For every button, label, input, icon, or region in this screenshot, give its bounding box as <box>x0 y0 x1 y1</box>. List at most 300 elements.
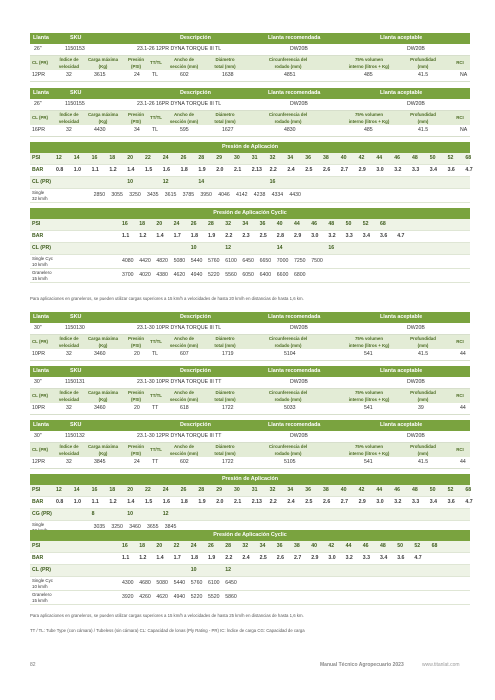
pressure-value: 6650 <box>259 258 272 264</box>
recommended-rim: DW20B <box>290 325 308 331</box>
singlecyc-row <box>30 255 470 269</box>
pressure-value: 2.9 <box>358 499 366 505</box>
pressure-value: 46 <box>394 487 400 493</box>
pressure-value: 2.1 <box>234 167 242 173</box>
section-width: 602 <box>180 459 189 465</box>
subheader-label: RCI <box>456 339 464 344</box>
pressure-value: 6100 <box>208 580 220 586</box>
pressure-value: 2850 <box>93 192 106 198</box>
subheader-label: 75% volumen interno (litros + Kg) <box>348 444 390 456</box>
pressure-value: 52 <box>447 487 454 493</box>
pressure-value: 50 <box>397 543 403 549</box>
description-value: 23.1-30 10PR DYNA TORQUE III TL <box>137 325 222 331</box>
granelero-row <box>30 269 470 283</box>
ply-value: 16 <box>269 179 276 185</box>
pressure-value: 1.4 <box>156 233 164 239</box>
pressure-value: 6450 <box>225 580 237 586</box>
pressure-value: 22 <box>173 543 180 549</box>
manual-title: Manual Técnico Agropecuario 2023 <box>320 662 404 668</box>
pressure-value: 36 <box>276 543 283 549</box>
subheader-label: 75% volumen interno (litros + Kg) <box>348 57 390 69</box>
row-label: CG (PR) <box>32 511 52 517</box>
subheader-label: TT/TL <box>150 60 162 65</box>
header-descripcion: Descripción <box>180 90 211 96</box>
product-block <box>30 33 470 82</box>
overall-diameter: 1722 <box>222 405 234 411</box>
subheader-label: Ancho de sección (mm) <box>169 336 199 348</box>
row-label: BAR <box>32 167 44 173</box>
pressure-value: 4.7 <box>465 167 473 173</box>
header-llanta: Llanta <box>33 422 49 428</box>
subheader-label: RCI <box>456 447 464 452</box>
pressure-value: 4.7 <box>397 233 405 239</box>
pressure-value: 3.4 <box>429 499 438 505</box>
header-sku: SKU <box>70 90 82 96</box>
pressure-grid <box>30 541 470 605</box>
pressure-value: 3.3 <box>412 167 420 173</box>
section-width: 595 <box>180 127 189 133</box>
rci-value: 44 <box>460 351 466 357</box>
overall-diameter: 1638 <box>222 72 234 78</box>
subheader-label: Profundidad (mm) <box>410 336 436 348</box>
pressure-value: 20 <box>156 543 163 549</box>
subheader-label: 75% volumen interno (litros + Kg) <box>348 336 390 348</box>
internal-volume: 485 <box>364 72 373 78</box>
singlecyc-row <box>30 577 470 591</box>
rolling-circumference: 4851 <box>284 72 296 78</box>
ply-rating: 10PR <box>32 405 45 411</box>
spec-row <box>30 349 470 361</box>
pressure-value: 42 <box>328 543 335 549</box>
pressure-value: 1.1 <box>91 167 99 173</box>
pressure-value: 3.3 <box>345 233 353 239</box>
ply-value: 10 <box>127 179 133 185</box>
pressure-table-title: Presión de Aplicación Cyclic <box>30 208 470 219</box>
pressure-value: 5220 <box>190 594 203 600</box>
pressure-value: 34 <box>259 543 266 549</box>
spec-row <box>30 457 470 469</box>
subheader-label: Índice de velocidad <box>58 444 80 456</box>
row-label: PSI <box>32 543 41 549</box>
pressure-value: 46 <box>311 221 317 227</box>
pressure-value: 44 <box>294 221 300 227</box>
pressure-value: 1.4 <box>127 499 135 505</box>
pressure-value: 1.6 <box>162 167 171 173</box>
pressure-value: 1.9 <box>198 167 206 173</box>
subheader-label: RCI <box>456 60 464 65</box>
pressure-value: 24 <box>173 221 180 227</box>
header-llanta: Llanta <box>33 314 49 320</box>
acceptable-rim: DW20B <box>407 433 425 439</box>
pressure-value: 4046 <box>218 192 230 198</box>
subheader-label: Circunferencia del rodado (mm) <box>268 57 308 69</box>
pressure-value: 3.6 <box>397 555 405 561</box>
pressure-value: 4680 <box>139 580 151 586</box>
subheader-label: Presión (PSI) <box>127 444 145 456</box>
pressure-value: 4142 <box>236 192 248 198</box>
pressure-value: 22 <box>145 487 151 493</box>
pressure-value: 42 <box>358 487 365 493</box>
pressure-value: 29 <box>216 155 222 161</box>
product-block <box>30 420 470 469</box>
pressure-value: 3.6 <box>447 499 455 505</box>
pressure-value: 2.9 <box>294 233 302 239</box>
pressure-value: 4334 <box>271 192 284 198</box>
header-recomendada: Llanta recomendada <box>268 35 321 41</box>
pressure-value: 40 <box>340 155 347 161</box>
pressure-value: 36 <box>305 155 311 161</box>
pressure-value: 24 <box>162 487 169 493</box>
pressure-table <box>30 530 470 605</box>
spec-subheader <box>30 56 470 70</box>
psi-row <box>30 219 470 231</box>
pressure-value: 1.1 <box>122 233 130 239</box>
pressure-value: 36 <box>259 221 266 227</box>
overall-diameter: 1719 <box>222 351 234 357</box>
subheader-label: TT/TL <box>150 393 162 398</box>
subheader-label: CL (PR) <box>31 339 49 344</box>
subheader-label: RCI <box>456 115 464 120</box>
pressure-value: 4.7 <box>414 555 422 561</box>
row-label: Single 32 km/h <box>32 190 48 201</box>
pressure-value: 2.9 <box>311 555 319 561</box>
pressure-value: 1.8 <box>190 233 199 239</box>
tire-size: 26" <box>34 46 42 52</box>
product-row <box>30 431 470 443</box>
pressure-value: 3035 <box>93 524 106 530</box>
row-label: PSI <box>32 155 41 161</box>
pressure-value: 2.2 <box>225 555 233 561</box>
internal-volume: 541 <box>364 351 373 357</box>
ply-value: 14 <box>198 179 205 185</box>
subheader-label: Circunferencia del rodado (mm) <box>268 112 308 124</box>
pressure-value: 3435 <box>147 192 159 198</box>
pressure-value: 26 <box>180 155 187 161</box>
product-block <box>30 88 470 137</box>
pressure-value: 4820 <box>156 258 168 264</box>
tube-type: TT <box>152 459 159 465</box>
ply-value: 10 <box>127 511 133 517</box>
pressure-value: 3845 <box>164 524 177 530</box>
description-value: 23.1-30 12PR DYNA TORQUE III TT <box>137 433 222 439</box>
tube-type: TL <box>152 351 159 357</box>
pressure-value: 2.6 <box>323 499 331 505</box>
pressure-value: 2.13 <box>251 499 262 505</box>
pressure-value: 1.2 <box>109 499 117 505</box>
spec-subheader <box>30 111 470 125</box>
product-header <box>30 312 470 323</box>
spec-subheader <box>30 443 470 457</box>
legend-note: TT / TL: Tube Type (con cámara) / Tubeless (sin cámara) CL: Capacidad de lonas (Ply Rating - PR) IC: Índice de carga CG: Capacidad de carga <box>30 628 305 633</box>
row-label: BAR <box>32 233 44 239</box>
recommended-rim: DW20B <box>290 101 308 107</box>
subheader-label: Diámetro total (mm) <box>214 336 236 348</box>
pressure-value: 3.2 <box>394 167 402 173</box>
pressure-value: 2.1 <box>234 499 242 505</box>
pressure-value: 7000 <box>276 258 289 264</box>
section-width: 602 <box>180 72 189 78</box>
pressure-value: 2.0 <box>216 167 224 173</box>
overall-diameter: 1627 <box>222 127 234 133</box>
product-header <box>30 88 470 99</box>
pressure: 24 <box>134 459 140 465</box>
page-number: 82 <box>30 662 36 668</box>
subheader-label: Índice de velocidad <box>58 336 80 348</box>
pressure-value: 32 <box>225 221 231 227</box>
subheader-label: Profundidad (mm) <box>410 390 436 402</box>
row-label: Single <box>32 522 45 527</box>
rolling-circumference: 5033 <box>284 405 296 411</box>
pressure-value: 32 <box>269 155 276 161</box>
subheader-label: Índice de velocidad <box>58 390 80 402</box>
pressure-value: 1.8 <box>180 499 188 505</box>
pressure-value: 2.2 <box>225 233 233 239</box>
subheader-label: 75% volumen interno (litros + Kg) <box>348 112 390 124</box>
rci-value: 44 <box>460 459 466 465</box>
rci-value: NA <box>460 72 468 78</box>
header-aceptable: Llanta aceptable <box>380 314 423 320</box>
pressure-value: 14 <box>73 155 80 161</box>
ply-value: 16 <box>328 245 335 251</box>
row-label: BAR <box>32 499 44 505</box>
subheader-label: Profundidad (mm) <box>410 444 436 456</box>
pressure-value: 46 <box>394 155 400 161</box>
pressure-table-title: Presión de Aplicación <box>30 474 470 485</box>
footnote-2: Para aplicaciones en graneleros, se pueden utilizar cargas superiores a 15 km/h a velocidades de hasta 25 km/h en distancias de hasta 1,6 km. <box>30 613 304 618</box>
header-recomendada: Llanta recomendada <box>268 422 321 428</box>
spec-subheader <box>30 389 470 403</box>
tread-depth: 41.5 <box>418 351 429 357</box>
pressure-value: 1.2 <box>109 167 117 173</box>
spec-row <box>30 403 470 415</box>
subheader-label: Diámetro total (mm) <box>214 57 236 69</box>
subheader-label: Circunferencia del rodado (mm) <box>268 444 308 456</box>
sku-value: 1150131 <box>65 379 85 385</box>
pressure-value: 3.4 <box>362 233 371 239</box>
header-recomendada: Llanta recomendada <box>268 314 321 320</box>
product-header <box>30 33 470 44</box>
subheader-label: Presión (PSI) <box>127 336 145 348</box>
pressure-value: 14 <box>73 487 80 493</box>
pressure-value: 28 <box>198 487 205 493</box>
pressure-value: 3250 <box>129 192 141 198</box>
section-width: 607 <box>180 351 189 357</box>
pressure-value: 5440 <box>173 580 186 586</box>
pressure-value: 1.5 <box>145 499 153 505</box>
row-label: Granelero 15 km/h <box>32 592 52 603</box>
pressure-value: 5760 <box>208 258 220 264</box>
recommended-rim: DW20B <box>290 46 308 52</box>
internal-volume: 541 <box>364 459 373 465</box>
pressure-value: 50 <box>429 487 436 493</box>
ply-rating: 10PR <box>32 351 45 357</box>
pressure-grid <box>30 219 470 283</box>
pressure-value: 3700 <box>122 272 134 278</box>
pressure-value: 3785 <box>182 192 195 198</box>
pressure-value: 16 <box>122 221 128 227</box>
pressure-value: 2.6 <box>276 555 285 561</box>
pressure-value: 3460 <box>129 524 141 530</box>
speed-index: 32 <box>66 72 72 78</box>
max-load: 3460 <box>94 405 106 411</box>
subheader-label: Ancho de sección (mm) <box>169 390 199 402</box>
pressure-value: 0.8 <box>56 167 64 173</box>
website-url: www.titanlat.com <box>422 662 460 668</box>
spec-row <box>30 70 470 82</box>
pressure-value: 3.0 <box>328 555 336 561</box>
pressure-value: 3.2 <box>345 555 353 561</box>
subheader-label: Índice de velocidad <box>58 112 80 124</box>
pressure-table-title: Presión de Aplicación Cyclic <box>30 530 470 541</box>
pressure: 20 <box>134 351 140 357</box>
pressure-value: 1.4 <box>156 555 164 561</box>
header-sku: SKU <box>70 368 82 374</box>
row-label: Granelero 15 km/h <box>32 270 52 281</box>
pressure-value: 24 <box>190 543 197 549</box>
product-row <box>30 99 470 111</box>
subheader-label: TT/TL <box>150 339 162 344</box>
pressure-value: 52 <box>362 221 369 227</box>
pressure-value: 68 <box>431 543 438 549</box>
header-aceptable: Llanta aceptable <box>380 422 423 428</box>
pressure-value: 3.4 <box>380 555 388 561</box>
rolling-circumference: 5104 <box>284 351 296 357</box>
header-recomendada: Llanta recomendada <box>268 90 321 96</box>
cl-row <box>30 565 470 577</box>
pressure-value: 2.7 <box>340 167 349 173</box>
pressure-value: 1.5 <box>145 167 153 173</box>
acceptable-rim: DW20B <box>407 46 425 52</box>
subheader-label: Presión (PSI) <box>127 112 145 124</box>
pressure-value: 2.7 <box>294 555 302 561</box>
single-row <box>30 189 470 203</box>
pressure-value: 2.0 <box>216 499 224 505</box>
pressure-value: 2.4 <box>242 555 250 561</box>
section-width: 618 <box>180 405 189 411</box>
max-load: 3845 <box>94 459 106 465</box>
pressure-grid <box>30 153 473 203</box>
pressure-value: 3055 <box>111 192 123 198</box>
pressure-value: 30 <box>234 487 240 493</box>
acceptable-rim: DW20B <box>407 101 425 107</box>
ply-value: 12 <box>162 511 169 517</box>
ply-value: 12 <box>225 245 231 251</box>
description-value: 23.1-26 12PR DYNA TORQUE III TL <box>137 46 222 52</box>
description-value: 23.1-26 16PR DYNA TORQUE III TL <box>137 101 222 107</box>
product-block <box>30 366 470 415</box>
pressure-value: 2.8 <box>276 233 285 239</box>
speed-index: 32 <box>66 127 72 133</box>
pressure-value: 2.5 <box>259 555 267 561</box>
rci-value: 44 <box>460 405 466 411</box>
pressure-value: 4080 <box>122 258 134 264</box>
subheader-label: Diámetro total (mm) <box>214 444 236 456</box>
subheader-label: 75% volumen interno (litros + Kg) <box>348 390 390 402</box>
pressure-value: 40 <box>311 543 317 549</box>
row-label: CL (PR) <box>32 567 51 573</box>
pressure-value: 3.2 <box>394 499 402 505</box>
ply-value: 12 <box>225 567 231 573</box>
tire-size: 30" <box>34 433 42 439</box>
product-row <box>30 44 470 56</box>
pressure-value: 3615 <box>164 192 177 198</box>
pressure-value: 50 <box>345 221 352 227</box>
pressure-value: 6400 <box>259 272 272 278</box>
subheader-label: RCI <box>456 393 464 398</box>
pressure-value: 7500 <box>311 258 323 264</box>
pressure-value: 32 <box>269 487 276 493</box>
pressure-value: 5440 <box>190 258 203 264</box>
pressure-value: 3250 <box>111 524 123 530</box>
pressure-value: 1.9 <box>208 555 216 561</box>
subheader-label: Índice de velocidad <box>58 57 80 69</box>
pressure-value: 0.8 <box>56 499 64 505</box>
header-llanta: Llanta <box>33 368 49 374</box>
pressure-value: 18 <box>109 487 116 493</box>
pressure-value: 20 <box>127 155 133 161</box>
pressure-value: 4430 <box>289 192 301 198</box>
row-label: Single Cyc 10 km/h <box>32 256 53 267</box>
subheader-label: Circunferencia del rodado (mm) <box>268 390 308 402</box>
subheader-label: CL (PR) <box>31 115 49 120</box>
tread-depth: 41.5 <box>418 127 429 133</box>
pressure-value: 12 <box>56 487 62 493</box>
ply-rating: 16PR <box>32 127 45 133</box>
pressure-value: 68 <box>465 487 472 493</box>
pressure-value: 40 <box>276 221 283 227</box>
ply-rating: 12PR <box>32 459 45 465</box>
subheader-label: TT/TL <box>150 115 162 120</box>
pressure-value: 2.6 <box>323 167 331 173</box>
pressure-value: 48 <box>412 155 418 161</box>
sku-value: 1150155 <box>65 101 85 107</box>
acceptable-rim: DW20B <box>407 325 425 331</box>
pressure-value: 1.4 <box>127 167 135 173</box>
overall-diameter: 1722 <box>222 459 234 465</box>
pressure-value: 2.5 <box>259 233 267 239</box>
pressure-value: 2.5 <box>305 167 313 173</box>
header-sku: SKU <box>70 422 82 428</box>
pressure-value: 3.0 <box>376 167 384 173</box>
pressure-value: 2.13 <box>251 167 262 173</box>
pressure-value: 2.2 <box>269 167 277 173</box>
pressure-value: 1.7 <box>173 555 181 561</box>
pressure-value: 1.2 <box>139 555 147 561</box>
subheader-label: Carga máxima (Kg) <box>88 57 119 69</box>
pressure-value: 16 <box>91 487 98 493</box>
ply-value: 12 <box>162 179 169 185</box>
pressure-value: 18 <box>139 221 145 227</box>
subheader-label: Carga máxima (Kg) <box>88 112 119 124</box>
header-descripcion: Descripción <box>180 35 211 41</box>
pressure-value: 5520 <box>208 594 220 600</box>
subheader-label: TT/TL <box>150 447 162 452</box>
rolling-circumference: 5105 <box>284 459 296 465</box>
product-row <box>30 377 470 389</box>
pressure-value: 1.1 <box>91 499 99 505</box>
bar-row <box>30 231 470 243</box>
header-sku: SKU <box>70 314 82 320</box>
pressure-table <box>30 142 473 203</box>
pressure-value: 48 <box>328 221 335 227</box>
product-row <box>30 323 470 335</box>
header-llanta: Llanta <box>33 35 49 41</box>
pressure-value: 6100 <box>225 258 237 264</box>
pressure-value: 28 <box>225 543 231 549</box>
subheader-label: Ancho de sección (mm) <box>169 444 199 456</box>
internal-volume: 541 <box>364 405 373 411</box>
pressure-value: 1.2 <box>139 233 147 239</box>
